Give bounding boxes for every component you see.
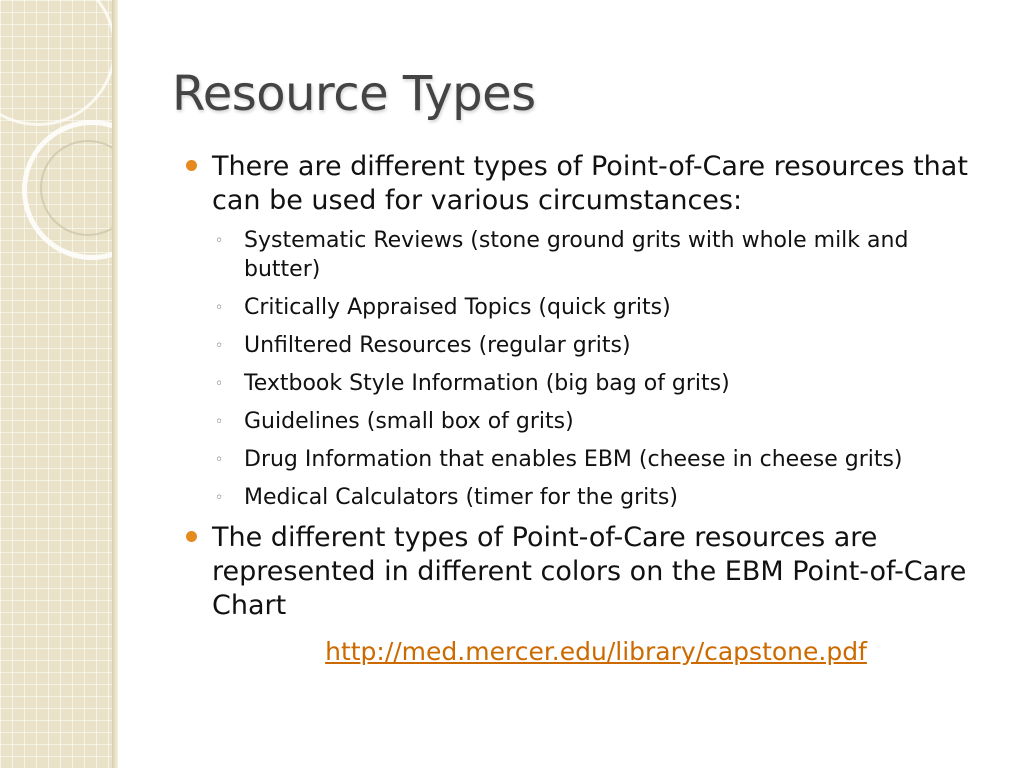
- hollow-circle-icon: ◦: [215, 490, 224, 506]
- hollow-circle-icon: ◦: [215, 414, 224, 430]
- hollow-circle-icon: ◦: [215, 338, 224, 354]
- slide-body: [186, 150, 976, 666]
- link-container: [186, 637, 976, 666]
- sub-bullet-text: Medical Calculators (timer for the grits): [244, 485, 678, 510]
- orange-dot-icon: [186, 160, 197, 171]
- orange-dot-icon: [186, 531, 197, 542]
- bullet-item: [186, 521, 976, 623]
- sub-bullet-list: [212, 226, 976, 512]
- sub-bullet-item: [212, 407, 976, 436]
- sidebar-divider: [112, 0, 118, 768]
- hollow-circle-icon: ◦: [215, 233, 224, 249]
- sub-bullet-item: [212, 331, 976, 360]
- bullet-item: [186, 150, 976, 512]
- hollow-circle-icon: ◦: [215, 376, 224, 392]
- sub-bullet-text: Drug Information that enables EBM (cheese in cheese grits): [244, 447, 903, 472]
- sub-bullet-text: Unfiltered Resources (regular grits): [244, 333, 631, 358]
- capstone-pdf-link[interactable]: http://med.mercer.edu/library/capstone.pdf: [325, 637, 867, 666]
- sub-bullet-item: [212, 369, 976, 398]
- decorative-ring-icon: [0, 0, 112, 126]
- slide-title: Resource Types: [172, 66, 536, 122]
- hollow-circle-icon: ◦: [215, 452, 224, 468]
- sub-bullet-text: Guidelines (small box of grits): [244, 409, 574, 434]
- bullet-list: [186, 150, 976, 623]
- decorative-sidebar: [0, 0, 112, 768]
- sub-bullet-item: [212, 226, 976, 284]
- sub-bullet-item: [212, 445, 976, 474]
- hollow-circle-icon: ◦: [215, 300, 224, 316]
- bullet-text: There are different types of Point-of-Care resources that can be used for various circumstances:: [212, 151, 968, 216]
- sub-bullet-text: Critically Appraised Topics (quick grits): [244, 295, 671, 320]
- sub-bullet-item: [212, 483, 976, 512]
- sub-bullet-item: [212, 293, 976, 322]
- sub-bullet-text: Textbook Style Information (big bag of grits): [244, 371, 730, 396]
- sub-bullet-text: Systematic Reviews (stone ground grits with whole milk and butter): [244, 228, 909, 282]
- bullet-text: The different types of Point-of-Care resources are represented in different colors on the EBM Point-of-Care Chart: [212, 522, 967, 621]
